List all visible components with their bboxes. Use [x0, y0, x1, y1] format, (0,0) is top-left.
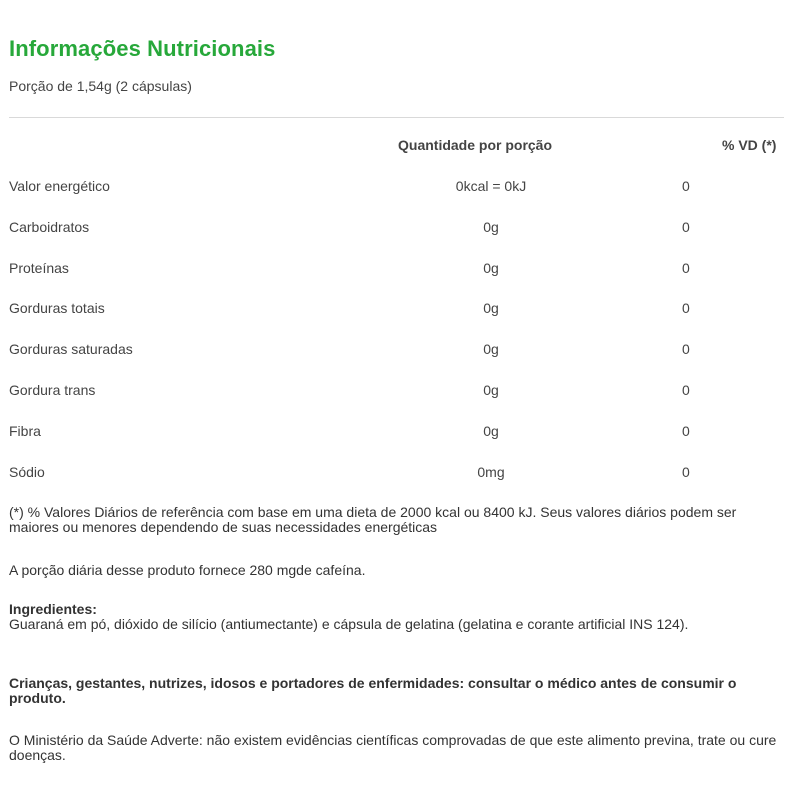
caffeine-note: A porção diária desse produto fornece 280 mgde cafeína. — [9, 562, 366, 578]
nutrient-vd: 0 — [682, 300, 690, 317]
nutrient-vd: 0 — [682, 463, 690, 480]
ingredients-text: Guaraná em pó, dióxido de silício (antiumectante) e cápsula de gelatina (gelatina e corante artificial INS 124). — [9, 616, 689, 632]
column-header-vd: % VD (*) — [722, 137, 777, 153]
nutrient-amount: 0g — [483, 300, 499, 317]
nutrient-name: Carboidratos — [9, 218, 90, 235]
nutrient-name: Valor energético — [9, 178, 110, 194]
table-row — [0, 341, 800, 363]
vd-footnote: (*) % Valores Diários de referência com base em uma dieta de 2000 kcal ou 8400 kJ. Seus valores diários podem ser maiores ou menores dependendo de suas necessidades energéticas — [9, 504, 737, 535]
table-row — [0, 464, 800, 486]
table-row — [0, 178, 800, 200]
nutrient-amount: 0g — [483, 218, 499, 235]
serving-size: Porção de 1,54g (2 cápsulas) — [9, 78, 192, 94]
nutrient-vd: 0 — [682, 341, 690, 358]
column-header-quantity: Quantidade por porção — [398, 137, 553, 153]
header-divider — [9, 117, 784, 118]
nutrient-amount: 0kcal = 0kJ — [455, 178, 527, 194]
nutrient-name: Proteínas — [9, 259, 69, 276]
health-warning: Crianças, gestantes, nutrizes, idosos e portadores de enfermidades: consultar o médico antes de consumir o produto. — [9, 675, 737, 706]
ingredients-label: Ingredientes: — [9, 601, 97, 617]
page-title: Informações Nutricionais — [9, 36, 276, 61]
nutrient-amount: 0g — [483, 382, 499, 398]
nutrient-name: Gorduras saturadas — [9, 341, 133, 358]
ministry-warning: O Ministério da Saúde Adverte: não existem evidências científicas comprovadas de que este alimento previna, trate ou cure doenças. — [9, 732, 777, 763]
nutrient-amount: 0g — [483, 422, 499, 439]
nutrient-name: Fibra — [9, 422, 41, 439]
table-row — [0, 423, 800, 445]
nutrient-vd: 0 — [682, 178, 690, 194]
ingredients-section — [9, 602, 784, 632]
nutrient-name: Sódio — [9, 463, 45, 480]
nutrient-vd: 0 — [682, 218, 690, 235]
table-row — [0, 219, 800, 241]
nutrient-vd: 0 — [682, 422, 690, 439]
table-row — [0, 260, 800, 282]
nutrient-amount: 0g — [483, 259, 499, 276]
nutrient-vd: 0 — [682, 259, 690, 276]
nutrient-name: Gordura trans — [9, 382, 96, 398]
nutrient-amount: 0mg — [477, 463, 505, 480]
nutrient-vd: 0 — [682, 382, 690, 398]
table-row — [0, 300, 800, 322]
nutrient-amount: 0g — [483, 341, 499, 358]
table-row — [0, 382, 800, 404]
nutrient-name: Gorduras totais — [9, 300, 105, 317]
